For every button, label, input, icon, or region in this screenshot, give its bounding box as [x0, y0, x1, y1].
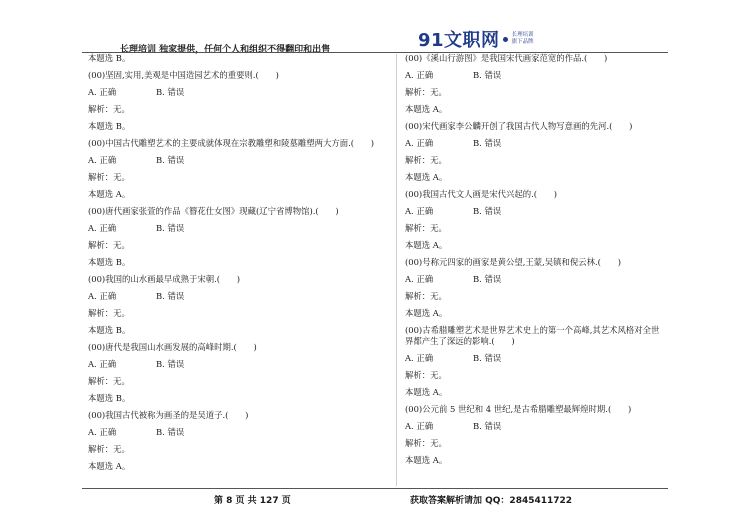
brand-tag: 长理培训 [511, 32, 534, 38]
question-text: (00)宋代画家李公麟开创了我国古代人物写意画的先河.( ) [405, 121, 633, 131]
answer-text: 本题选 A。 [88, 461, 131, 471]
option-a: A. 正确 [405, 353, 434, 363]
answer-text: 本题选 A。 [405, 240, 448, 250]
header-notice: 长理培训 独家提供，任何个人和组织不得翻印和出售 [120, 45, 331, 55]
option-b: B. 错误 [473, 421, 502, 431]
left-column [88, 53, 388, 478]
answer-options [88, 291, 388, 302]
option-a: A. 正确 [88, 427, 117, 437]
answer-text: 本题选 B。 [88, 325, 131, 335]
answer-text: 本题选 B。 [88, 393, 131, 403]
option-a: A. 正确 [405, 70, 434, 80]
answer-text: 本题选 A。 [88, 189, 131, 199]
analysis-text: 解析：无。 [88, 104, 130, 114]
answer-text: 本题选 B。 [88, 53, 131, 63]
analysis-text: 解析：无。 [88, 376, 130, 386]
page-number: 第 8 页 共 127 页 [214, 496, 291, 506]
option-a: A. 正确 [405, 206, 434, 216]
analysis-text: 解析：无。 [405, 438, 447, 448]
option-b: B. 错误 [156, 291, 185, 301]
analysis-text: 解析：无。 [88, 240, 130, 250]
answer-options [405, 421, 667, 432]
answer-options [88, 427, 388, 438]
question-text: (00)唐代是我国山水画发展的高峰时期.( ) [88, 342, 257, 352]
question-text: (00)我国的山水画最早成熟于宋朝.( ) [88, 274, 241, 284]
answer-options [405, 274, 667, 285]
question-text: (00)号称元四家的画家是黄公望,王蒙,吴镇和倪云林.( ) [405, 257, 621, 267]
footer-contact: 获取答案解析请加 QQ：2845411722 [410, 496, 573, 506]
question-text: (00)中国古代雕塑艺术的主要成就体现在宗教雕塑和陵墓雕塑两大方面.( ) [88, 138, 375, 148]
option-a: A. 正确 [405, 274, 434, 284]
analysis-text: 解析：无。 [405, 291, 447, 301]
answer-text: 本题选 B。 [88, 121, 131, 131]
option-a: A. 正确 [88, 291, 117, 301]
option-a: A. 正确 [88, 359, 117, 369]
analysis-text: 解析：无。 [405, 155, 447, 165]
option-b: B. 错误 [473, 206, 502, 216]
answer-text: 本题选 A。 [405, 387, 448, 397]
option-b: B. 错误 [156, 223, 185, 233]
answer-options [88, 155, 388, 166]
option-a: A. 正确 [88, 87, 117, 97]
question-text: (00)《溪山行游图》是我国宋代画家范宽的作品.( ) [405, 53, 608, 63]
question-text: (00)公元前 5 世纪和 4 世纪,是古希腊雕塑最辉煌时期.( ) [405, 404, 632, 414]
question-text: (00)唐代画家张萱的作品《簪花仕女图》现藏(辽宁省博物馆).( ) [88, 206, 339, 216]
answer-options [88, 87, 388, 98]
right-column [405, 53, 667, 472]
option-b: B. 错误 [473, 70, 502, 80]
column-divider [396, 54, 397, 486]
analysis-text: 解析：无。 [88, 172, 130, 182]
option-b: B. 错误 [473, 274, 502, 284]
brand-dot-icon [503, 37, 508, 42]
answer-options [405, 206, 667, 217]
answer-text: 本题选 A。 [405, 172, 448, 182]
option-a: A. 正确 [88, 155, 117, 165]
option-b: B. 错误 [473, 138, 502, 148]
question-text: (00)坚固,实用,美观是中国造园艺术的重要则.( ) [88, 70, 279, 80]
analysis-text: 解析：无。 [405, 370, 447, 380]
brand-logo [418, 26, 534, 52]
option-b: B. 错误 [473, 353, 502, 363]
answer-options [88, 223, 388, 234]
answer-options [405, 70, 667, 81]
analysis-text: 解析：无。 [88, 444, 130, 454]
question-text: (00)古希腊雕塑艺术是世界艺术史上的第一个高峰,其艺术风格对全世界都产生了深远的影响.( ) [405, 325, 660, 346]
option-b: B. 错误 [156, 359, 185, 369]
question-text: (00)我国古代文人画是宋代兴起的.( ) [405, 189, 558, 199]
brand-name: 91文职网 [418, 30, 500, 51]
option-b: B. 错误 [156, 155, 185, 165]
question-text: (00)我国古代被称为画圣的是吴道子.( ) [88, 410, 249, 420]
brand-tags [512, 32, 534, 46]
answer-text: 本题选 A。 [405, 455, 448, 465]
analysis-text: 解析：无。 [405, 223, 447, 233]
option-b: B. 错误 [156, 87, 185, 97]
option-a: A. 正确 [405, 421, 434, 431]
answer-options [88, 359, 388, 370]
answer-text: 本题选 A。 [405, 308, 448, 318]
answer-options [405, 138, 667, 149]
answer-text: 本题选 A。 [405, 104, 448, 114]
option-a: A. 正确 [88, 223, 117, 233]
answer-text: 本题选 B。 [88, 257, 131, 267]
option-a: A. 正确 [405, 138, 434, 148]
answer-options [405, 353, 667, 364]
analysis-text: 解析：无。 [88, 308, 130, 318]
option-b: B. 错误 [156, 427, 185, 437]
footer-divider [82, 488, 668, 489]
brand-tag: 旗下品牌 [511, 39, 534, 45]
analysis-text: 解析：无。 [405, 87, 447, 97]
